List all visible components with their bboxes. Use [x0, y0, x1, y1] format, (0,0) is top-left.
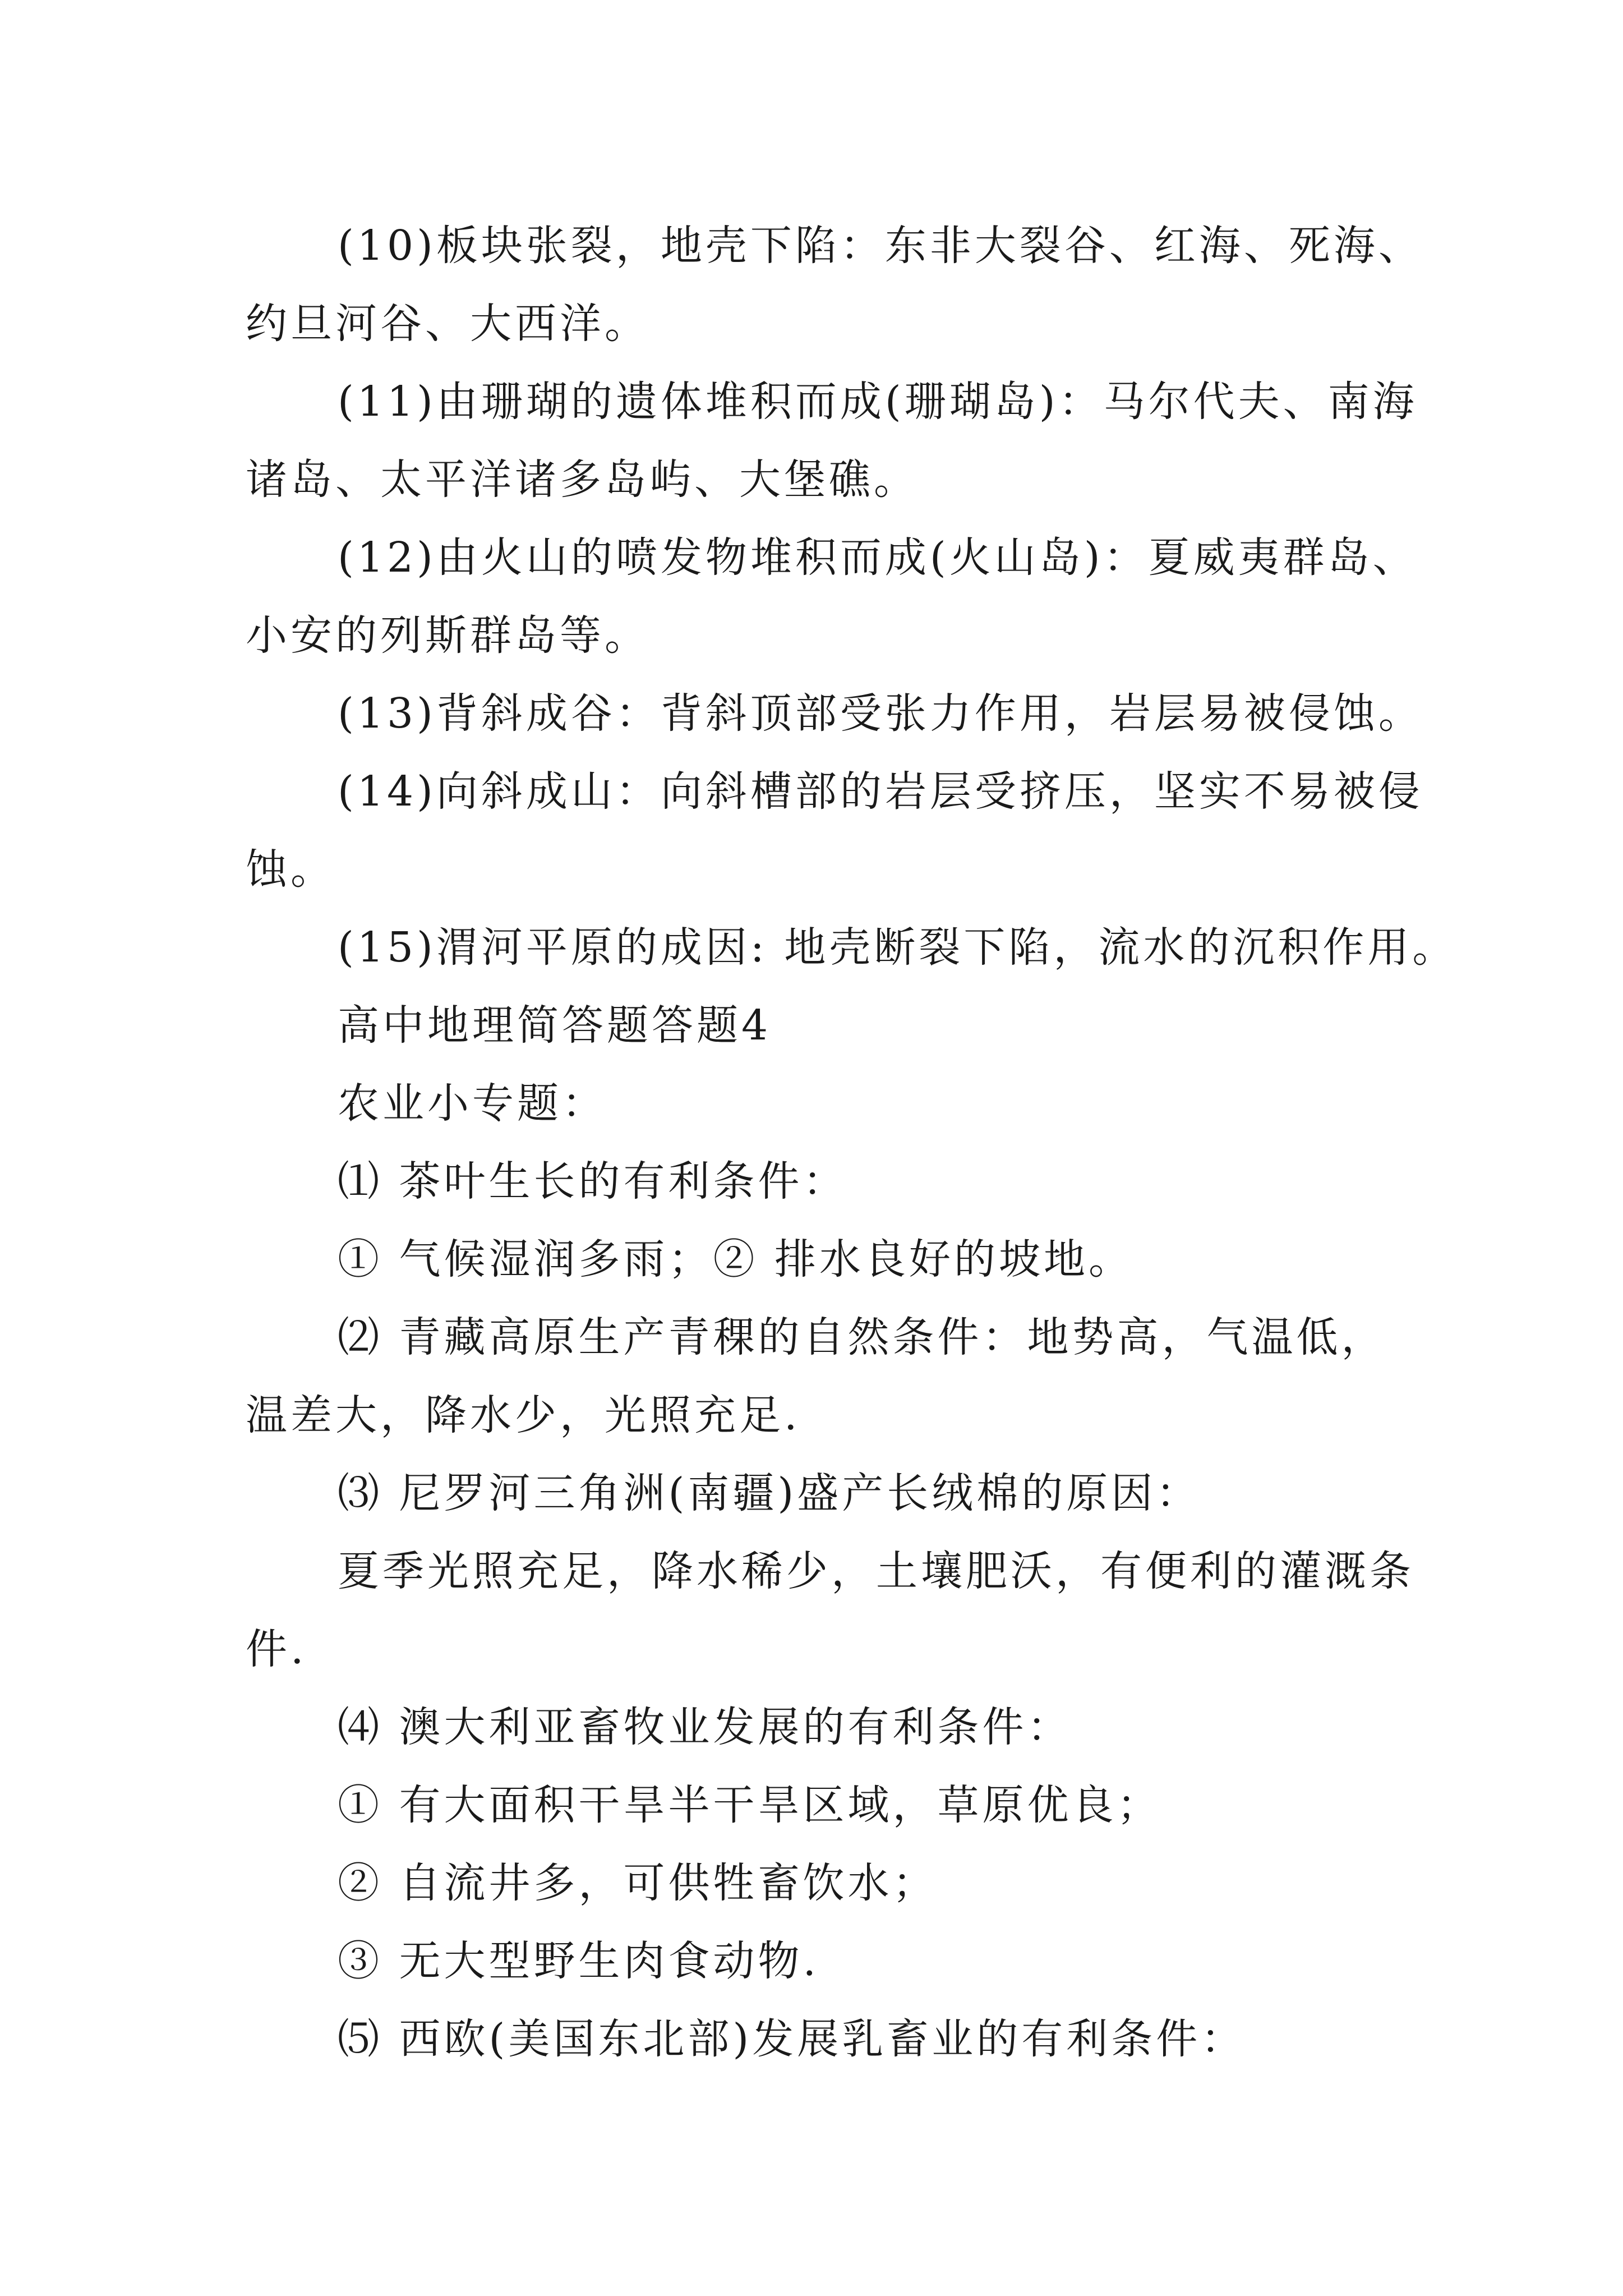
text-line-20: ⑷ 澳大利亚畜牧业发展的有利条件：	[338, 1703, 1072, 1751]
text-line-5: (12)由火山的喷发物堆积而成(火山岛)：夏威夷群岛、	[338, 533, 1418, 582]
text-line-14: ① 气候湿润多雨；② 排水良好的坡地。	[338, 1235, 1134, 1283]
text-line-22: ② 自流井多，可供牲畜饮水；	[338, 1859, 938, 1907]
text-line-21: ① 有大面积干旱半干旱区域，草原优良；	[338, 1781, 1162, 1829]
text-line-13: ⑴ 茶叶生长的有利条件：	[338, 1157, 848, 1205]
text-line-16: 温差大，降水少，光照充足.	[246, 1391, 801, 1439]
text-line-8: (14)向斜成山：向斜槽部的岩层受挤压，坚实不易被侵	[338, 767, 1423, 816]
text-line-10: (15)渭河平原的成因: 地壳断裂下陷，流水的沉积作用。	[338, 923, 1458, 972]
text-line-3: (11)由珊瑚的遗体堆积而成(珊瑚岛)：马尔代夫、南海	[338, 378, 1418, 426]
text-line-7: (13)背斜成谷：背斜顶部受张力作用，岩层易被侵蚀。	[338, 689, 1423, 738]
text-line-4: 诸岛、太平洋诸多岛屿、大堡礁。	[246, 455, 919, 504]
text-line-1: (10)板块张裂，地壳下陷：东非大裂谷、红海、死海、	[338, 222, 1423, 270]
text-line-17: ⑶ 尼罗河三角洲(南疆)盛产长绒棉的原因：	[338, 1469, 1201, 1517]
section-heading: 高中地理简答题答题4	[338, 1001, 772, 1050]
text-line-6: 小安的列斯群岛等。	[246, 611, 649, 660]
text-line-12: 农业小专题：	[338, 1079, 607, 1128]
text-line-24: ⑸ 西欧(美国东北部)发展乳畜业的有利条件：	[338, 2015, 1246, 2063]
text-line-19: 件.	[246, 1625, 307, 1673]
text-line-23: ③ 无大型野生肉食动物.	[338, 1937, 820, 1985]
text-line-15: ⑵ 青藏高原生产青稞的自然条件：地势高，气温低，	[338, 1313, 1386, 1361]
text-line-18: 夏季光照充足，降水稀少，土壤肥沃，有便利的灌溉条	[338, 1547, 1414, 1595]
text-line-9: 蚀。	[246, 845, 335, 894]
text-line-2: 约旦河谷、大西洋。	[246, 300, 649, 348]
